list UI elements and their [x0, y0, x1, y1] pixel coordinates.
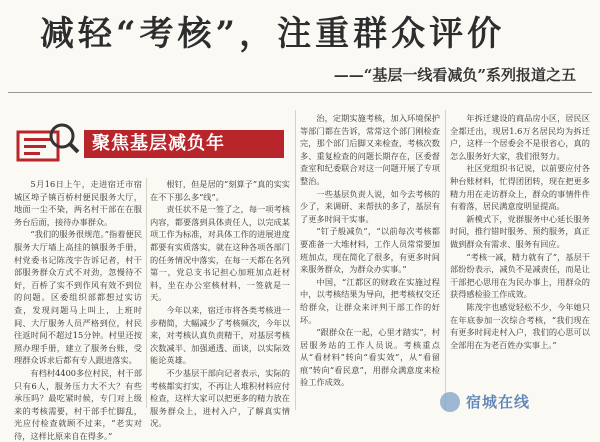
article-column-3 — [300, 112, 440, 410]
header-divider — [8, 92, 592, 93]
article-subhead: ——“基层一线看减负”系列报道之五 — [333, 66, 576, 84]
column-divider — [146, 178, 147, 408]
paragraph: 一些基层负责人说，如今去考核的少了，来调研、来帮扶的多了，基层有了更多时间干实事。 — [300, 188, 440, 224]
section-banner — [14, 116, 292, 172]
paragraph: 陈茂宇也感觉轻松不少，今年她只在年底参加一次综合考核，“我们现在有更多时间走村入户，我们的心思可以全部用在为老百姓办实事上。” — [450, 301, 590, 350]
article-headline: 减轻“考核”，注重群众评价 — [40, 14, 506, 54]
column-divider — [295, 110, 296, 410]
column-divider — [445, 110, 446, 410]
watermark-logo-icon — [440, 392, 460, 412]
paragraph: 年拆迁建设的商品房小区，居民区全都迁出，现居1.6万名居民均为拆迁户，这样一个居委会不是很省心，真的怎么服务好大家，我们很努力。 — [450, 113, 590, 161]
paragraph: “跟群众在一起，心里才踏实”，村居服务站的工作人员说。考核重点从“看材料”转向“看实效”，从“看留痕”转向“看民意”，用群众满意度来检验工作成效。 — [300, 327, 440, 388]
paragraph: “钉子般减负”，“以前每次考核都要准备一大堆材料，工作人员常常要加班加点，现在简化了很多，有更多时间来服务群众，为群众办实事。” — [300, 226, 440, 275]
paragraph: 中国，“江都区的财政在实施过程中，以考核结果为导向，把考核权交还给群众，让群众来评判干部工作的好坏。 — [300, 276, 440, 325]
article-column-4 — [450, 112, 590, 410]
magnifier-logo-icon — [14, 118, 80, 168]
paragraph: “我们的服务很规范。”指着便民服务大厅墙上高挂的镇服务手册，村党委书记陈茂宇告诉记者，村干部服务群众方式不对劲，忽慢待不好，百桥了实不到作风有效不到位的问题。区委组织部都想过实访查，发现问题马上叫上，上班时间、大厅服务人员严格到位，村民往返时间不超过15分钟。村里还按照办理手册，建立了服务台账，受理群众诉求后都有专人跟进落实。 — [14, 229, 142, 366]
watermark — [440, 390, 590, 414]
paragraph: 社区党组织书记说，以前要应付各种台账材料，忙得团团转，现在把更多精力用在走访群众上，群众的事情件件有着落，居民满意度明显提高。 — [450, 163, 590, 212]
article-column-1 — [14, 178, 142, 441]
watermark-label: 宿城在线 — [466, 393, 531, 411]
paragraph: “考核一减，精力就有了”，基层干部纷纷表示，减负不是减责任，而是让干部把心思用在为民办事上，用群众的获得感检验工作成效。 — [450, 251, 590, 300]
paragraph: 不少基层干部向记者表示，实际的考核都实打实，不再让人堆积材料应付检查，这样大家可以把更多的精力放在服务群众上，进村入户，了解真实情况。 — [150, 367, 290, 429]
paragraph: 根钉，但是居的“刻算子”真的实实在不下那么多“线”。 — [150, 179, 290, 202]
paragraph: 新模式下，党群服务中心延长服务时间，推行错时服务、预约服务，真正做到群众有需求、服务有回应。 — [450, 213, 590, 249]
article-column-2 — [150, 178, 290, 429]
paragraph: 有档村4400多位村民，村干部只有6人，服务压力大不大？有些承压吗？最吃紧时候，专门对上级来的考核需要，村干部手忙脚乱，光应付检查就顾不过来，“老实对待，这样比原来自在得多。” — [14, 367, 142, 441]
section-banner-label: 聚焦基层减负年 — [84, 130, 284, 158]
paragraph: 5月16日上午，走进宿迁市宿城区埠子镇百桥村便民服务大厅，地面一尘不染，两名村干部在在服务台后面，接待办事群众。 — [14, 179, 142, 227]
paragraph: 治，定期实施考核，加入环境保护等部门都在告诉，常常这个部门刚检查完，那个部门后脚又来检查，考核次数多、重复检查的问题长期存在，区委督查室和纪委联合对这一问题开展了专项整治。 — [300, 113, 440, 186]
paragraph: 责任状不是一签了之，每一项考核内容，都要落到具体责任人，以完成某项工作为标准，对具体工作的进展进度都要有实质落实，就在这种各项各部门的任务情况中落实，在每一天都在名列第一，党总支书记担心加班加点赶材料，坐在办公室核材料，一签就是一天。 — [150, 204, 290, 303]
paragraph: 今年以来，宿迁市将各类考核进一步精简，大幅减少了考核频次，今年以来，对考核认真负责精干，对基层考核次数减半、加强通透、面谈，以实际效能论英雄。 — [150, 304, 290, 366]
